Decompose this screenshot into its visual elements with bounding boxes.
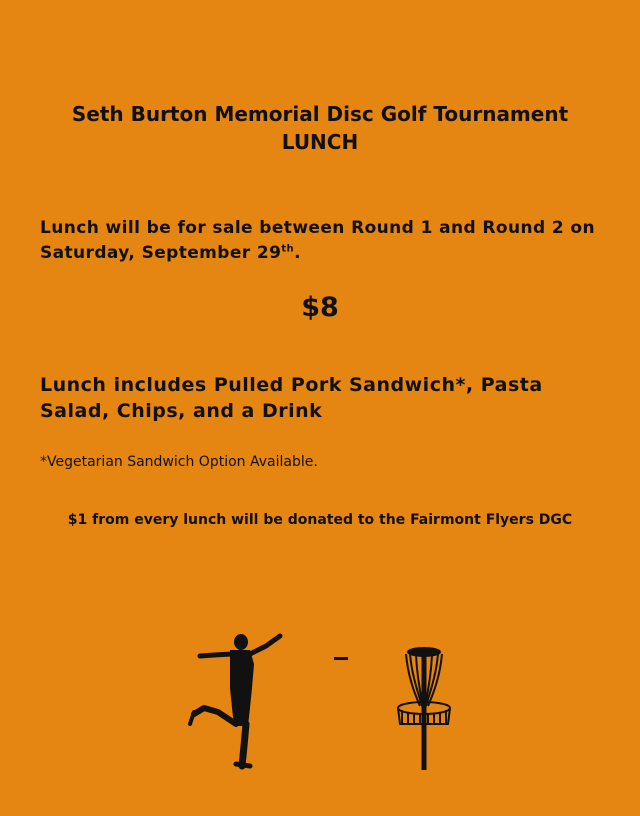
event-title-line2: LUNCH [281, 130, 359, 154]
dash-divider [334, 657, 348, 660]
vegetarian-note: *Vegetarian Sandwich Option Available. [40, 454, 318, 470]
event-title-line1: Seth Burton Memorial Disc Golf Tournament [71, 102, 569, 126]
price: $8 [301, 292, 339, 323]
event-title [0, 100, 640, 156]
sale-text: Lunch will be for sale between Round 1 and Round 2 on Saturday, September 29 [40, 218, 595, 263]
sale-info [40, 216, 600, 266]
sale-end: . [294, 243, 301, 263]
lunch-includes: Lunch includes Pulled Pork Sandwich*, Pasta Salad, Chips, and a Drink [40, 374, 543, 422]
donation-note: $1 from every lunch will be donated to the Fairmont Flyers DGC [67, 512, 573, 528]
disc-golf-basket-icon [394, 646, 454, 770]
sale-date-suffix: th [281, 243, 295, 255]
disc-thrower-icon [184, 628, 284, 772]
